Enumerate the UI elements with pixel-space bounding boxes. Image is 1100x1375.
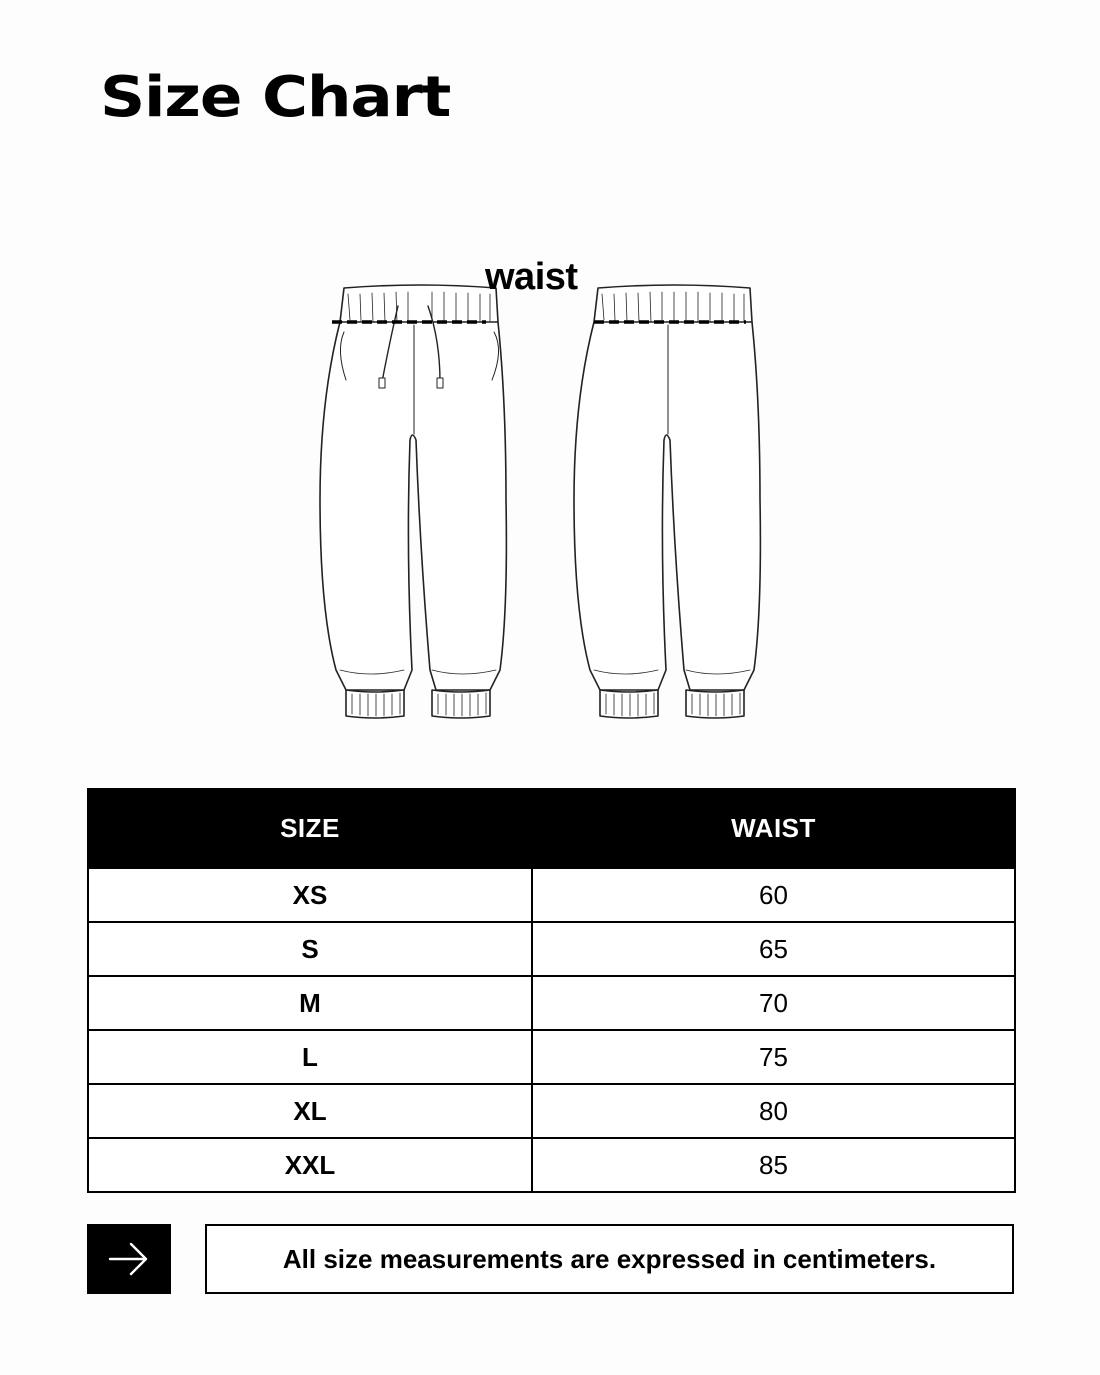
column-header-size: SIZE xyxy=(88,789,532,868)
arrow-right-icon-glyph xyxy=(107,1241,151,1277)
table-row xyxy=(88,1084,1015,1138)
size-cell: XS xyxy=(88,868,532,922)
size-cell: M xyxy=(88,976,532,1030)
table-row xyxy=(88,1030,1015,1084)
table-row xyxy=(88,922,1015,976)
front-view-drawing xyxy=(320,285,506,718)
sweatpants-illustration xyxy=(300,250,780,730)
size-table xyxy=(87,788,1016,1193)
back-view-drawing xyxy=(574,285,760,718)
table-row xyxy=(88,868,1015,922)
size-cell: S xyxy=(88,922,532,976)
size-cell: L xyxy=(88,1030,532,1084)
waist-cell: 65 xyxy=(532,922,1015,976)
table-header-row xyxy=(88,789,1015,868)
arrow-right-icon xyxy=(87,1224,171,1294)
waist-label: waist xyxy=(485,256,578,298)
measurement-note: All size measurements are expressed in centimeters. xyxy=(205,1224,1014,1294)
waist-cell: 70 xyxy=(532,976,1015,1030)
page-title: Size Chart xyxy=(100,65,451,130)
size-cell: XL xyxy=(88,1084,532,1138)
table-row xyxy=(88,976,1015,1030)
waist-cell: 60 xyxy=(532,868,1015,922)
column-header-waist: WAIST xyxy=(532,789,1015,868)
waist-cell: 75 xyxy=(532,1030,1015,1084)
table-row xyxy=(88,1138,1015,1192)
waist-cell: 85 xyxy=(532,1138,1015,1192)
size-cell: XXL xyxy=(88,1138,532,1192)
waist-cell: 80 xyxy=(532,1084,1015,1138)
